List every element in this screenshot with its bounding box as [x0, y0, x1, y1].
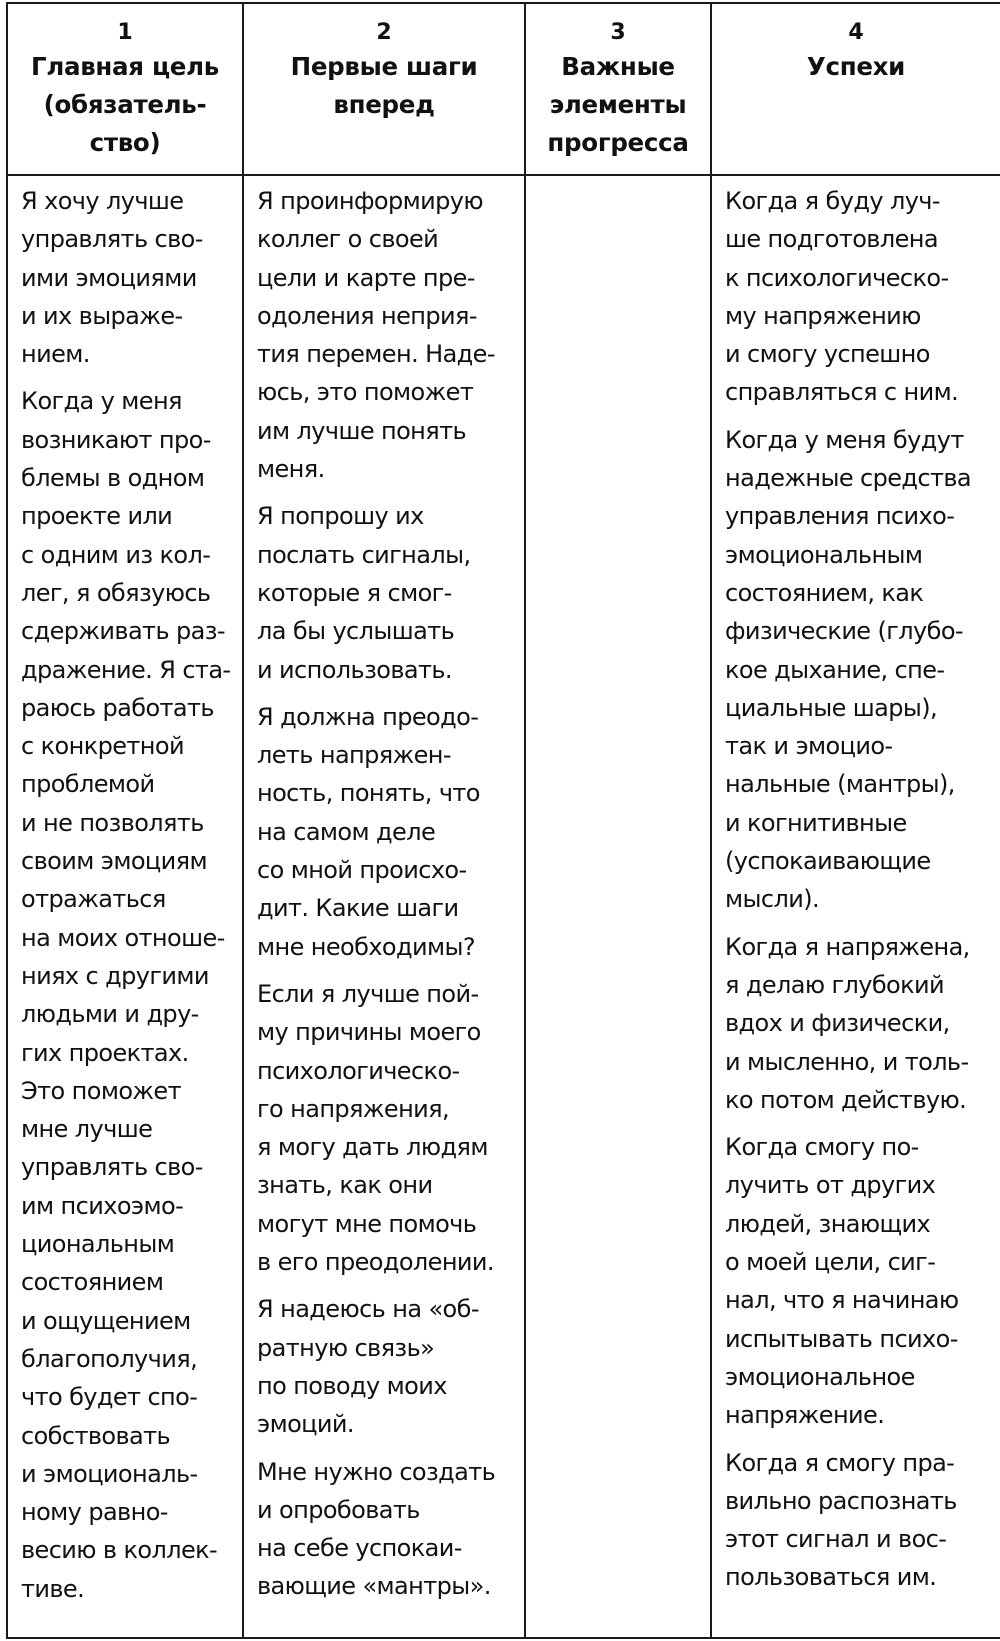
successes-paragraph: Когда я смогу пра- вильно распознать этот сигнал и вос- пользоваться им.: [725, 1448, 957, 1592]
column-number-3: 3: [610, 20, 626, 45]
first-steps-paragraph: Если я лучше пой- му причины моего психологическо- го напряжения, я могу дать людям знать, как они могут мне помочь в его преодолении.: [257, 979, 494, 1277]
column-number-4: 4: [848, 20, 864, 45]
column-body-successes: [711, 175, 1000, 1638]
first-steps-paragraph: Я должна преодо- леть напряжен- ность, понять, что на самом деле со мной происхо- дит. Какие шаги мне необходимы?: [257, 702, 480, 961]
column-number-2: 2: [376, 20, 392, 45]
main-goal-paragraph: Я хочу лучше управлять сво- ими эмоциями и их выраже- нием.: [21, 187, 203, 369]
first-steps-paragraph: Я попрошу их послать сигналы, которые я смог- ла бы услышать и использовать.: [257, 502, 471, 684]
successes-paragraph: Когда смогу по- лучить от других людей, знающих о моей цели, сиг- нал, что я начинаю испытывать психо- эмоциональное напряжение.: [725, 1133, 959, 1430]
column-header-4: [711, 3, 1000, 175]
column-number-1: 1: [117, 20, 133, 45]
successes-paragraph: Когда у меня будут надежные средства управления психо- эмоциональным состоянием, как физические (глубо- кое дыхание, спе- циальные шары), так и эмоцио- нальные (мантры), и когнитивные (успокаивающие мысли).: [725, 425, 972, 914]
successes-paragraph: Когда я напряжена, я делаю глубокий вдох и физически, и мысленно, и толь- ко потом действую.: [725, 932, 970, 1114]
column-header-3: [525, 3, 711, 175]
column-title-first-steps: Первые шаги вперед: [290, 52, 478, 119]
first-steps-paragraph: Я проинформирую коллег о своей цели и карте пре- одоления неприя- тия перемен. Наде- юсь, это поможет им лучше понять меня.: [257, 187, 495, 484]
main-goal-paragraph: Когда у меня возникают про- блемы в одном проекте или с одним из кол- лег, я обязуюсь сдерживать раз- дражение. Я ста- раюсь работать с конкретной проблемой и не позволять своим эмоциям отражаться на моих отноше- ниях с другими людьми и дру- гих проектах. Это поможет мне лучше управлять сво- им психоэмо- циональным состоянием и ощущением благополучия, что будет спо- собствовать и эмоциональ- ному равно- весию в коллек- тиве.: [21, 387, 231, 1603]
column-title-progress-elements: Важные элементы прогресса: [547, 52, 689, 157]
column-body-progress-elements: [525, 175, 711, 1638]
body-row: [7, 175, 1000, 1638]
column-header-1: [7, 3, 243, 175]
column-title-main-goal: Главная цель (обязатель- ство): [31, 52, 219, 157]
successes-paragraph: Когда я буду луч- ше подготовлена к психологическо- му напряжению и смогу успешно справляться с ним.: [725, 187, 959, 407]
header-row: [7, 3, 1000, 175]
column-body-first-steps: [243, 175, 525, 1638]
first-steps-paragraph: Мне нужно создать и опробовать на себе успокаи- вающие «мантры».: [257, 1457, 496, 1601]
column-title-successes: Успехи: [806, 52, 906, 81]
column-body-main-goal: [7, 175, 243, 1638]
first-steps-paragraph: Я надеюсь на «об- ратную связь» по поводу моих эмоций.: [257, 1295, 479, 1439]
immunity-map-table: [6, 2, 1000, 1639]
column-header-2: [243, 3, 525, 175]
